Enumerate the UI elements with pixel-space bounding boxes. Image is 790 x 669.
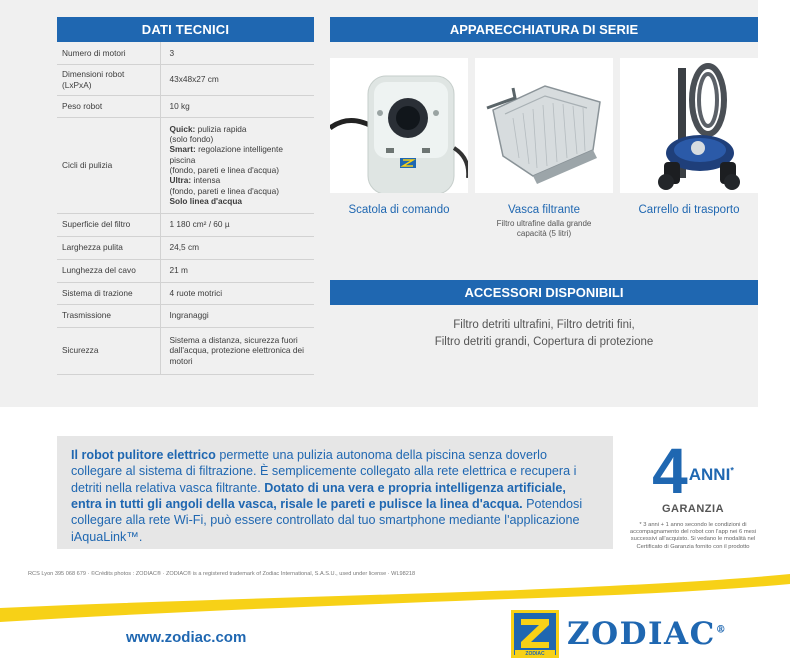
equipment-title: APPARECCHIATURA DI SERIE bbox=[330, 17, 758, 42]
spec-row bbox=[57, 327, 314, 374]
accessories-section bbox=[330, 280, 758, 350]
specs-section bbox=[57, 17, 314, 375]
cycle-quick-text: pulizia rapida bbox=[195, 123, 247, 134]
zodiac-mark-icon bbox=[511, 610, 559, 658]
filter-basket-sub: Filtro ultrafine dalla grande capacità (5 litri) bbox=[496, 219, 592, 238]
spec-value: 1 180 cm² / 60 µ bbox=[160, 213, 314, 236]
cycle-smart-text: regolazione intelligente piscina bbox=[169, 144, 283, 165]
cycle-quick-label: Quick: bbox=[169, 123, 196, 134]
warranty-number: 4 bbox=[652, 435, 686, 507]
spec-row bbox=[57, 213, 314, 236]
control-box-image bbox=[330, 58, 468, 193]
spec-value: 43x48x27 cm bbox=[160, 64, 314, 95]
spec-row bbox=[57, 282, 314, 304]
cycle-ultra-sub: (fondo, pareti e linea d'acqua) bbox=[169, 185, 280, 196]
specs-table bbox=[57, 42, 314, 375]
spec-label: Numero di motori bbox=[57, 42, 160, 64]
spec-value: 24,5 cm bbox=[160, 236, 314, 259]
website-link[interactable]: www.zodiac.com bbox=[126, 629, 247, 646]
spec-value: 21 m bbox=[160, 259, 314, 282]
spec-label: Cicli di pulizia bbox=[57, 117, 160, 213]
brand-reg: ® bbox=[715, 624, 728, 636]
cycle-smart-label: Smart: bbox=[169, 144, 196, 155]
spec-label: Sistema di trazione bbox=[57, 282, 160, 304]
spec-row bbox=[57, 259, 314, 282]
specs-title: DATI TECNICI bbox=[57, 17, 314, 42]
spec-label: Superficie del filtro bbox=[57, 213, 160, 236]
spec-label: Peso robot bbox=[57, 95, 160, 117]
spec-value: 3 bbox=[160, 42, 314, 64]
accessories-list bbox=[330, 317, 758, 350]
spec-value: Sistema a distanza, sicurezza fuori dall'acqua, protezione elettronica dei motori bbox=[160, 327, 314, 374]
equipment-item-trolley bbox=[620, 58, 758, 216]
spec-label: Larghezza pulita bbox=[57, 236, 160, 259]
accessories-title: ACCESSORI DISPONIBILI bbox=[330, 280, 758, 305]
equipment-item-control-box bbox=[330, 58, 468, 216]
spec-value: 4 ruote motrici bbox=[160, 282, 314, 304]
accessories-line-2: Filtro detriti grandi, Copertura di protezione bbox=[434, 335, 654, 348]
spec-value-cycles bbox=[160, 117, 314, 213]
description-bold-2: Dotato di una vera e propria intelligenza artificiale, entra in tutti gli angoli della vasca, risale le pareti e pulisce la linea d'acqua. bbox=[71, 480, 566, 512]
warranty-note: * 3 anni + 1 anno secondo le condizioni di accompagnamento del robot con l'app nei 6 mesi successivi all'acquisto. Si vedano le modalità nel Certificato di Garanzia fornito con il prodotto bbox=[629, 522, 757, 550]
cycle-ultra-label: Ultra: bbox=[169, 175, 192, 186]
warranty-star: * bbox=[730, 465, 734, 476]
warranty-unit-wrap bbox=[689, 465, 734, 485]
warranty-badge bbox=[622, 435, 764, 551]
brand-text: ZODIAC bbox=[567, 616, 716, 652]
trolley-label: Carrello di trasporto bbox=[638, 204, 740, 216]
spec-row bbox=[57, 95, 314, 117]
equipment-items bbox=[330, 42, 758, 242]
brand-name bbox=[567, 616, 727, 652]
spec-row bbox=[57, 117, 314, 213]
cycle-waterline: Solo linea d'acqua bbox=[169, 196, 243, 207]
spec-row bbox=[57, 236, 314, 259]
spec-label: Lunghezza del cavo bbox=[57, 259, 160, 282]
spec-label: Dimensioni robot (LxPxA) bbox=[57, 64, 160, 95]
spec-value: Ingranaggi bbox=[160, 304, 314, 327]
cycle-smart-sub: (fondo, pareti e linea d'acqua) bbox=[169, 165, 280, 175]
warranty-unit: ANNI bbox=[688, 465, 731, 484]
cycle-quick-sub: (solo fondo) bbox=[169, 133, 214, 144]
spec-row bbox=[57, 304, 314, 327]
description-text bbox=[71, 447, 599, 545]
spec-value: 10 kg bbox=[160, 95, 314, 117]
warranty-label: GARANZIA bbox=[661, 503, 725, 515]
control-box-label: Scatola di comando bbox=[348, 204, 450, 216]
legal-notice: RCS Lyon 395 068 679 · ©Crédits photos : ZODIAC® · ZODIAC® is a registered trademark of Zodiac International, S.A.S.U., used under license · WL98218 bbox=[28, 571, 416, 577]
equipment-item-filter-basket bbox=[475, 58, 613, 238]
warranty-years bbox=[622, 435, 764, 507]
filter-basket-image bbox=[475, 58, 613, 193]
trolley-image bbox=[620, 58, 758, 193]
cycle-ultra-text: intensa bbox=[191, 175, 221, 186]
description-bold-1: Il robot pulitore elettrico bbox=[71, 448, 216, 462]
filter-basket-label: Vasca filtrante bbox=[507, 204, 580, 216]
spec-row bbox=[57, 64, 314, 95]
description-text-1: permette una pulizia autonoma della piscina senza doverlo collegare al sistema di filtrazione. È semplicemente collegato alla rete elettrica e recupera i detriti nella relativa vasca filtrante. bbox=[71, 448, 577, 495]
equipment-section bbox=[330, 17, 758, 242]
description-text-2: Potendosi collegare alla rete Wi-Fi, può essere controllato dal tuo smartphone mediante l'applicazione iAquaLink™. bbox=[71, 497, 583, 544]
zodiac-logo bbox=[511, 610, 727, 658]
zodiac-mark-text: ZODIAC bbox=[525, 651, 545, 657]
accessories-line-1: Filtro detriti ultrafini, Filtro detriti fini, bbox=[453, 319, 635, 331]
spec-label: Sicurezza bbox=[57, 327, 160, 374]
spec-row bbox=[57, 42, 314, 64]
description-box bbox=[57, 436, 613, 549]
spec-label: Trasmissione bbox=[57, 304, 160, 327]
